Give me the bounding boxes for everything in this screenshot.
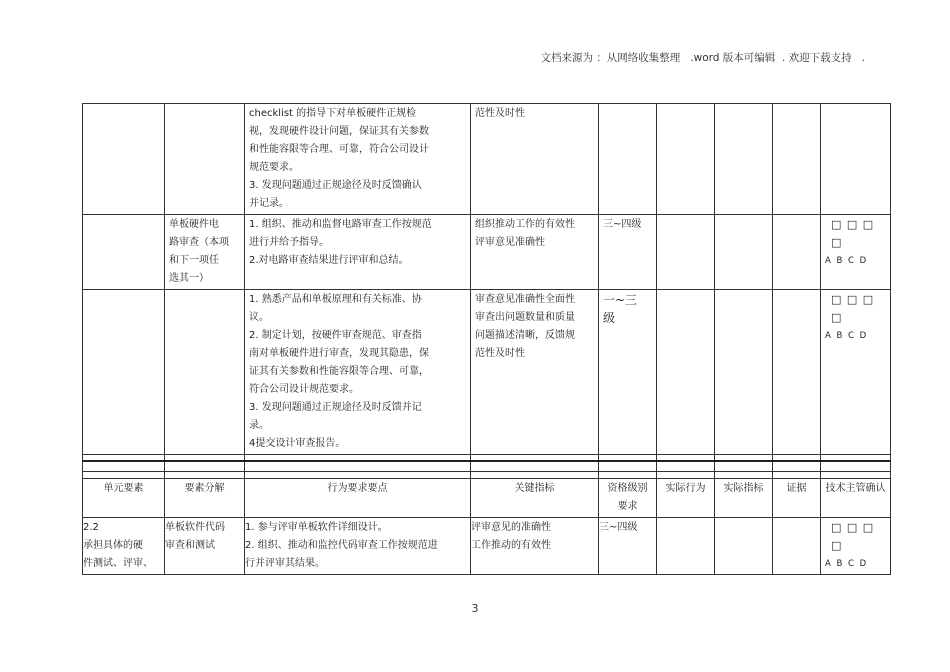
qualification-level-cell: 三~四级 — [599, 215, 657, 290]
competency-table-continued — [82, 103, 891, 472]
table-row — [83, 104, 891, 215]
behavior-requirements-cell: 1. 组织、推动和监督电路审查工作按规范 进行并给予指导。 2.对电路审查结果进行评审和总结。 — [245, 215, 471, 290]
behavior-requirements-cell: checklist 的指导下对单板硬件正规检 视，发现硬件设计问题，保证其有关参数 和性能容限等合理、可靠，符合公司设计 规范要求。 3. 发现问题通过正规途径及时反馈确认 并记录。 — [245, 104, 471, 215]
header-note: 文档来源为 ：从网络收集整理 .word 版本可编辑 . 欢迎下载支持 . — [540, 52, 865, 64]
column-header: 要素分解 — [165, 478, 245, 517]
table-row — [83, 215, 891, 290]
column-header: 资格级别要求 — [599, 478, 657, 517]
column-header: 行为要求要点 — [245, 478, 471, 517]
page-number: 3 — [471, 602, 479, 615]
supervisor-confirm-cell — [821, 290, 891, 455]
behavior-requirements-cell: 1. 参与评审单板软件详细设计。 2. 组织、推动和监控代码审查工作按规范进 行并评审其结果。 — [245, 517, 471, 574]
element-breakdown-cell: 单板软件代码 审查和测试 — [165, 517, 245, 574]
column-header: 单元要素 — [83, 478, 165, 517]
unit-element-cell: 2.2 承担具体的硬 件测试、评审、 — [83, 517, 165, 574]
column-header: 关键指标 — [471, 478, 599, 517]
element-breakdown-cell: 单板硬件电 路审查（本项 和下一项任 选其一） — [165, 215, 245, 290]
table-row — [83, 461, 891, 478]
table-row — [83, 517, 891, 574]
key-indicator-cell: 范性及时性 — [471, 104, 599, 215]
key-indicator-cell: 组织推动工作的有效性 评审意见准确性 — [471, 215, 599, 290]
supervisor-confirm-cell — [821, 517, 891, 574]
column-header: 实际行为 — [657, 478, 715, 517]
competency-table-section — [82, 460, 891, 575]
qualification-level-cell: 一~三 级 — [599, 290, 657, 455]
qualification-level-cell: 三~四级 — [599, 517, 657, 574]
rating-labels: A B C D — [825, 331, 868, 341]
key-indicator-cell: 审查意见准确性全面性 审查出问题数量和质量 问题描述清晰，反馈规 范性及时性 — [471, 290, 599, 455]
rating-checkboxes[interactable]: □ □ □ □ — [831, 520, 875, 552]
column-header: 技术主管确认 — [821, 478, 891, 517]
behavior-requirements-cell: 1. 熟悉产品和单板原理和有关标准、协 议。 2. 制定计划，按硬件审查规范、审查指 南对单板硬件进行审查，发现其隐患，保 证其有关参数和性能容限等合理、可靠， 符合公司设计规范要求。 3. 发现问题通过正规途径及时反馈并记 录。 4提交设计审查报告。 — [245, 290, 471, 455]
column-header: 实际指标 — [715, 478, 773, 517]
rating-checkboxes[interactable]: □ □ □ □ — [831, 293, 875, 324]
column-header: 证据 — [773, 478, 821, 517]
table-row — [83, 290, 891, 455]
supervisor-confirm-cell — [821, 215, 891, 290]
rating-labels: A B C D — [825, 558, 868, 569]
key-indicator-cell: 评审意见的准确性 工作推动的有效性 — [471, 517, 599, 574]
rating-checkboxes[interactable]: □ □ □ □ — [831, 218, 875, 249]
table-header-row — [83, 478, 891, 517]
rating-labels: A B C D — [825, 256, 868, 266]
